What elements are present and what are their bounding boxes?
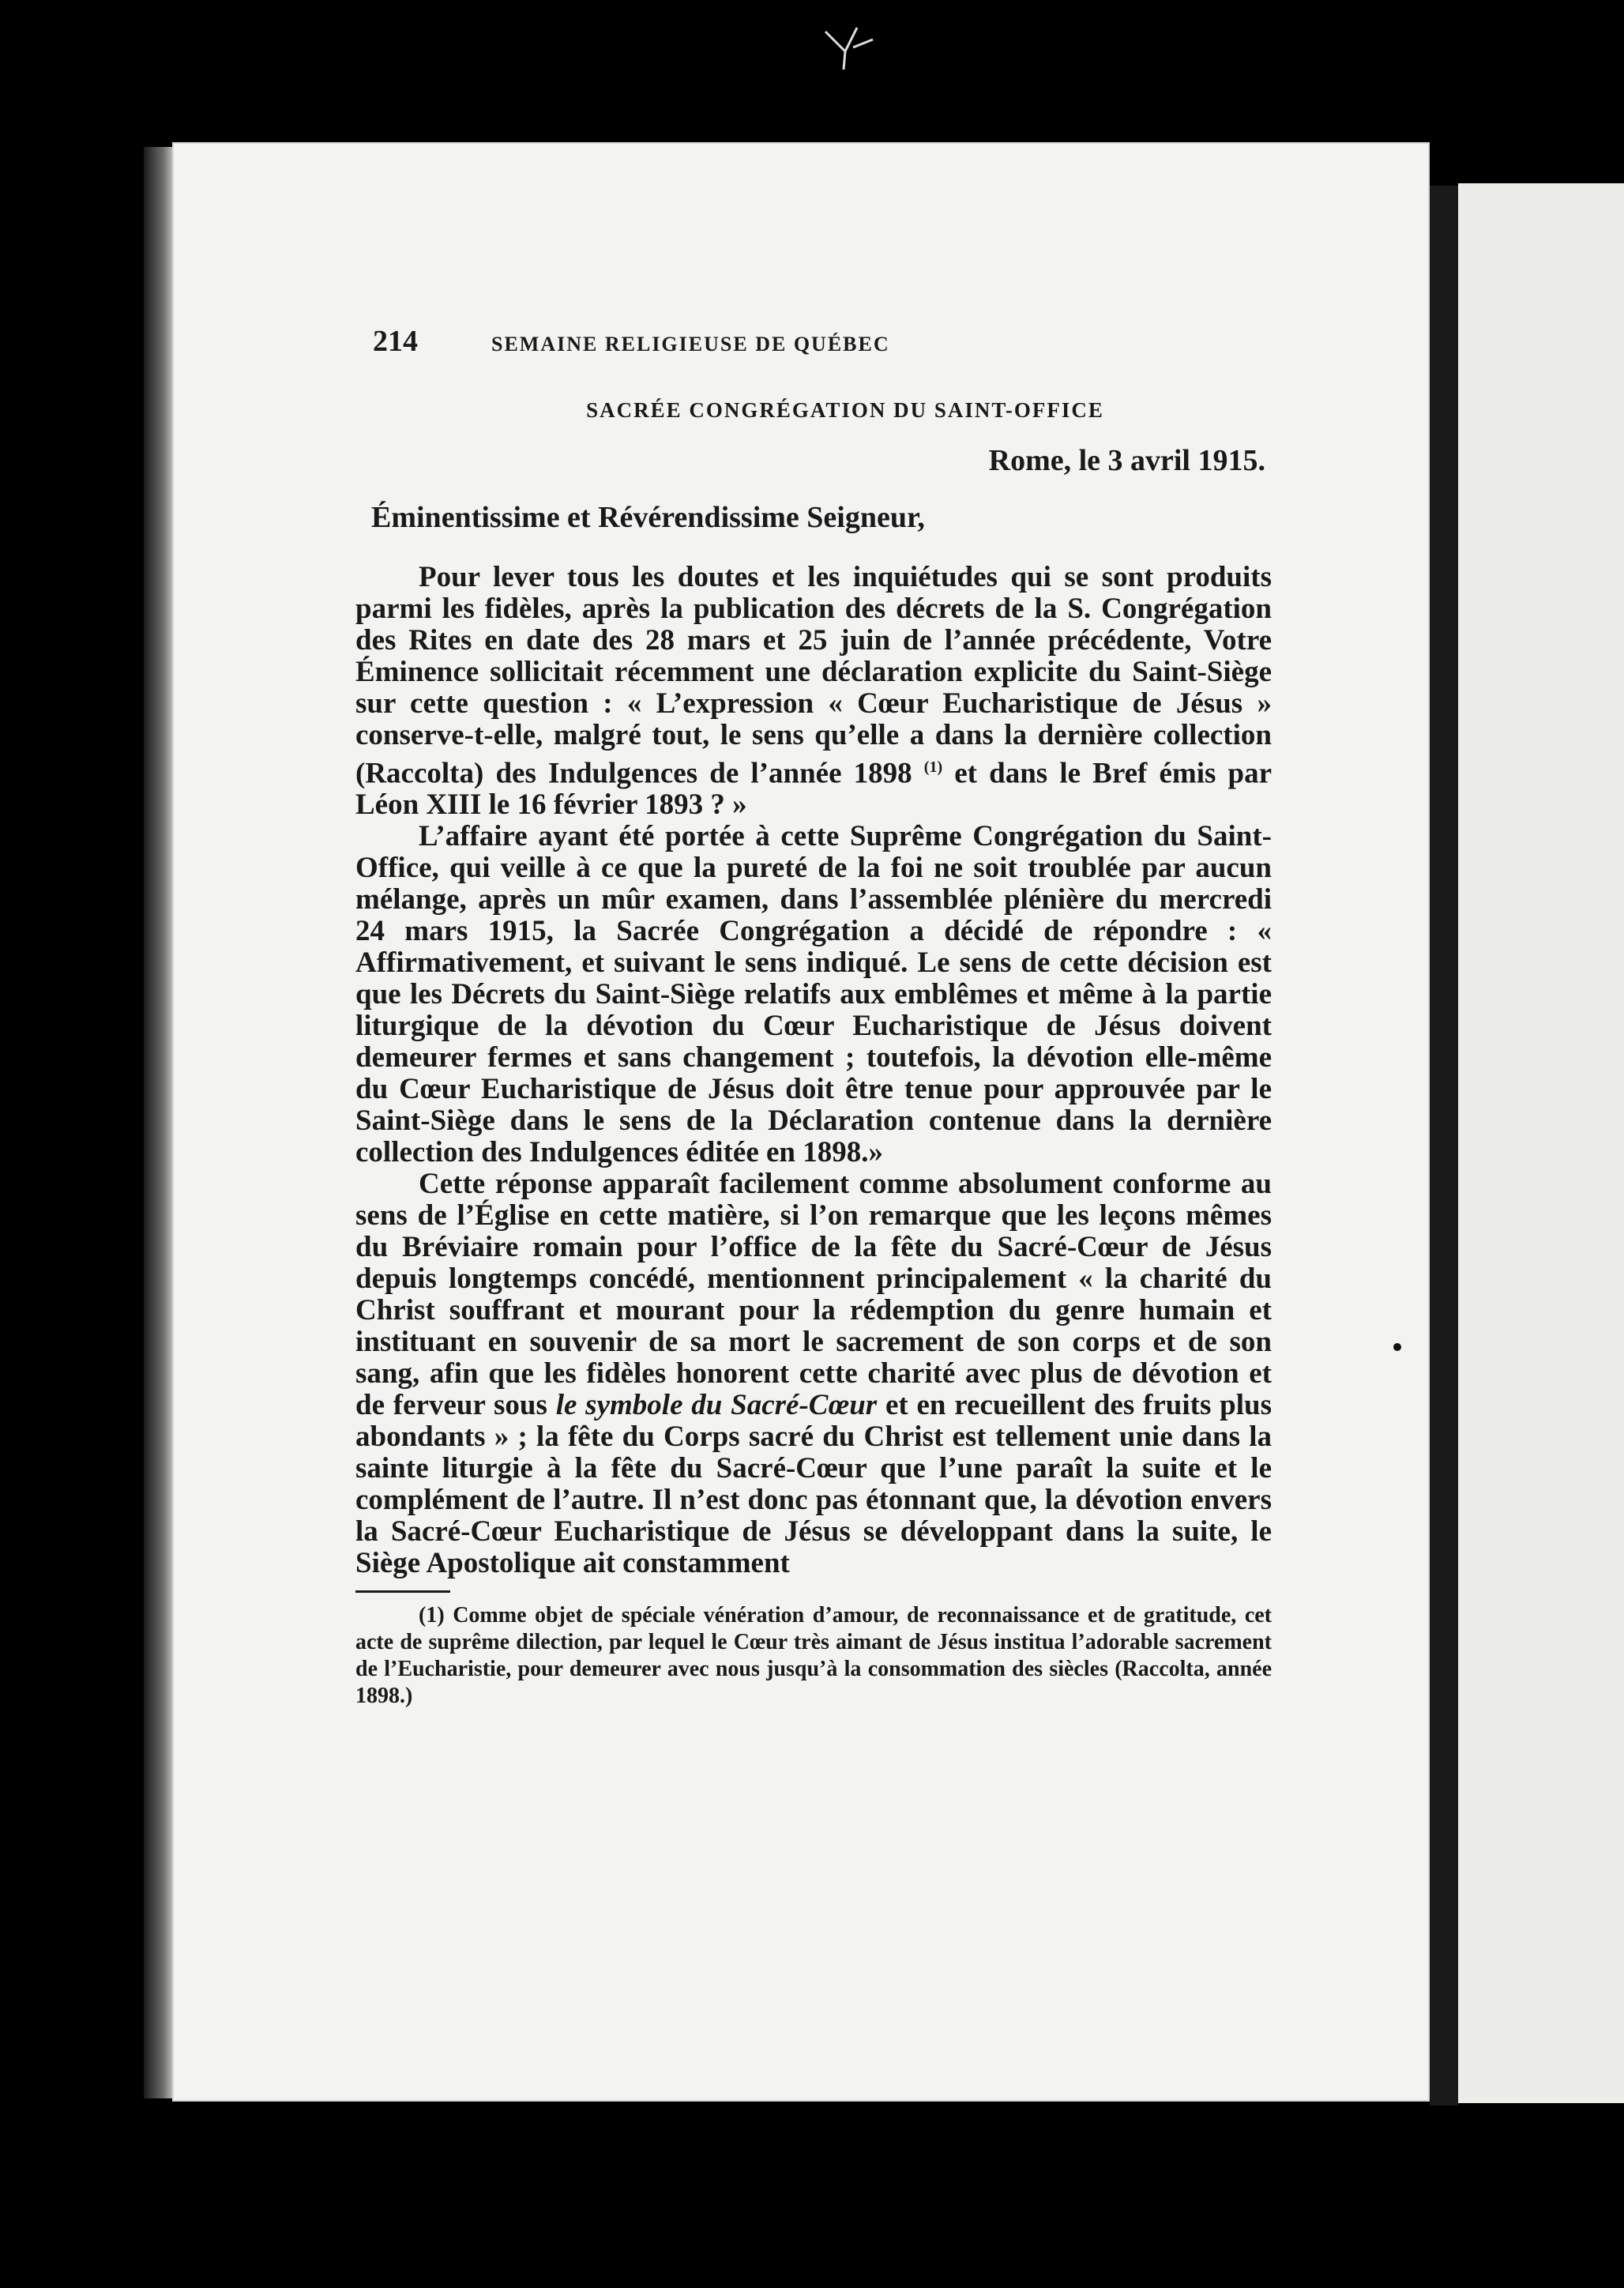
footnote-ref: (1): [923, 758, 943, 776]
dateline: Rome, le 3 avril 1915.: [988, 444, 1265, 477]
footnote-rule: [355, 1590, 450, 1593]
page-edge-shadow: [144, 147, 175, 2098]
page-content: [355, 324, 1272, 1710]
salutation: Éminentissime et Révérendissime Seigneur,: [371, 501, 925, 534]
ink-dot: [1393, 1343, 1401, 1351]
page-header: [373, 324, 1272, 359]
scan-artifact-icon: [821, 24, 877, 71]
adjacent-page: [1458, 183, 1624, 2103]
paragraph-2: L’affaire ayant été portée à cette Suprême Congrégation du Saint-Office, qui veille à ce que la pureté de la foi ne soit troublée par aucun mélange, après un mûr examen, dans l’assemblée plénière du mercredi 24 mars 1915, la Sacrée Congrégation a décidé de répondre : « Affirmativement, et suivant le sens indiqué. Le sens de cette décision est que les Décrets du Saint-Siège relatifs aux emblêmes et même à la partie liturgique de la dévotion du Cœur Eucharistique de Jésus doivent demeurer fermes et sans changement ; toutefois, la dévotion elle-même du Cœur Eucharistique de Jésus doit être tenue pour approuvée par le Saint-Siège dans le sens de la Déclaration contenue dans la dernière collection des Indulgences éditée en 1898.»: [355, 820, 1272, 1169]
book-spine: [1430, 186, 1458, 2105]
paragraph-1: Pour lever tous les doutes et les inquiétudes qui se sont produits parmi les fidèles, après la publication des décrets de la S. Congrégation des Rites en date des 28 mars et 25 juin de l’année précédente, Votre Éminence sollicitait récemment une déclaration explicite du Saint-Siège sur cette question : « L’expression « Cœur Eucharistique de Jésus » conserve-t-elle, malgré tout, le sens qu’elle a dans la dernière collection (Raccolta) des Indulgences de l’année 1898 $^{(1)}$ et dans le Bref émis par Léon XIII le 16 février 1893 ? »: [355, 561, 1273, 822]
page-number: 214: [373, 325, 418, 358]
footnote: (1) Comme objet de spéciale vénération d’amour, de reconnaissance et de gratitude, cet acte de suprême dilection, par lequel le Cœur très aimant de Jésus institua l’adorable sacrement de l’Eucharistie, pour demeurer avec nous jusqu’à la consommation des siècles (Raccolta, année 1898.): [355, 1603, 1272, 1709]
running-head: SEMAINE RELIGIEUSE DE QUÉBEC: [491, 333, 890, 356]
section-title: SACRÉE CONGRÉGATION DU SAINT-OFFICE: [586, 398, 1104, 422]
paragraph-3: Cette réponse apparaît facilement comme absolument conforme au sens de l’Église en cette matière, si l’on remarque que les leçons mêmes du Bréviaire romain pour l’office de la fête du Sacré-Cœur de Jésus depuis longtemps concédé, mentionnent principalement « la charité du Christ souffrant et mourant pour la rédemption du genre humain et instituant en souvenir de sa mort le sacrement de son corps et de son sang, afin que les fidèles honorent cette charité avec plus de dévotion et de ferveur sous le symbole du Sacré-Cœur et en recueillent des fruits plus abondants » ; la fête du Corps sacré du Christ est tellement unie dans la sainte liturgie à la fête du Sacré-Cœur que l’une paraît la suite et le complément de l’autre. Il n’est donc pas étonnant que, la dévotion envers la Sacré-Cœur Eucharistique de Jésus se développant dans la suite, le Siège Apostolique ait constamment: [355, 1168, 1272, 1580]
italic-phrase: le symbole du Sacré-Cœur: [555, 1389, 878, 1422]
body-text: [355, 562, 1272, 1579]
